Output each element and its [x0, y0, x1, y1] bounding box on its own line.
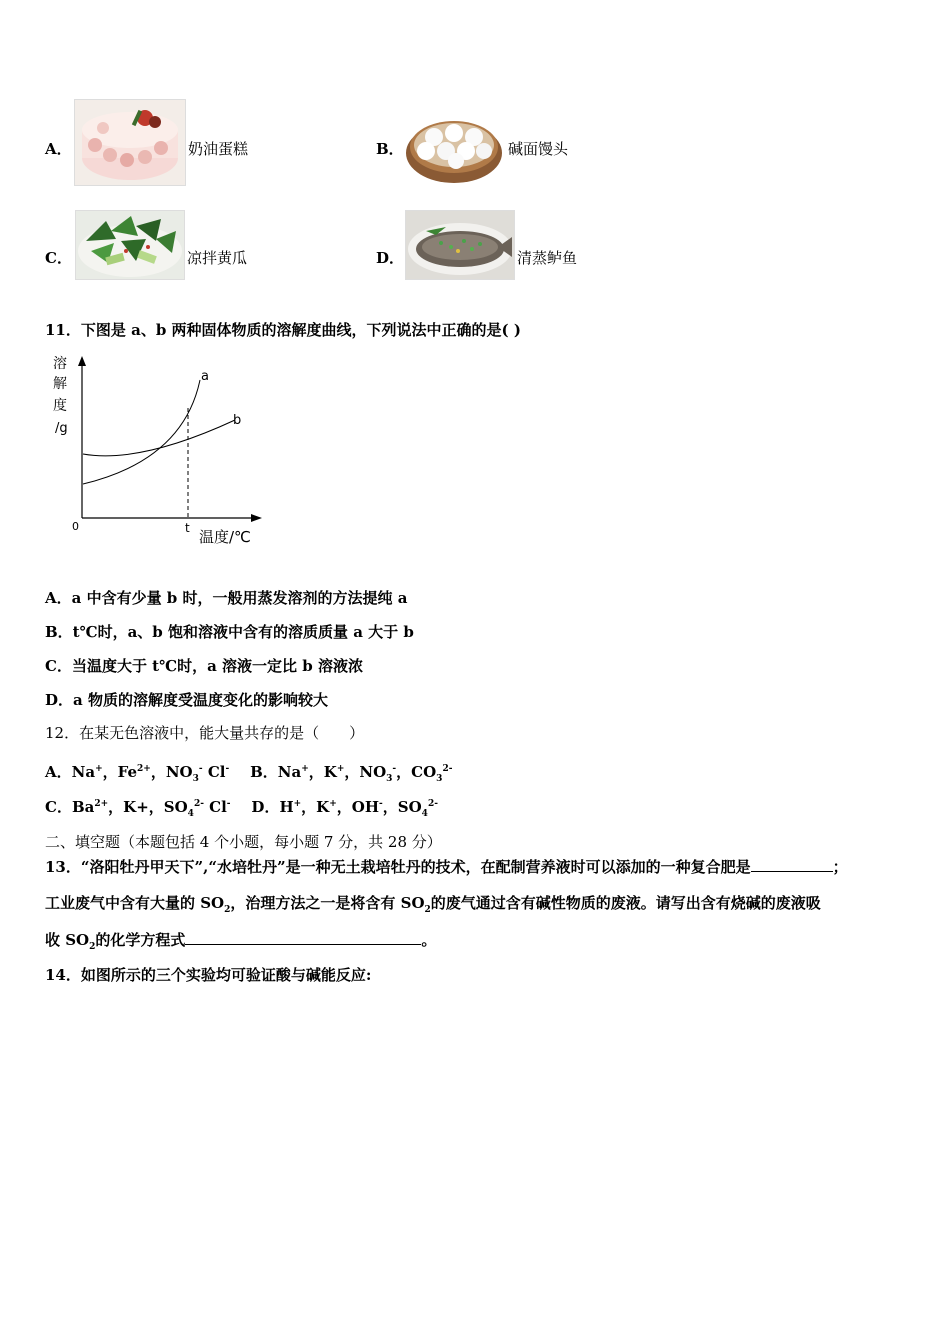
- y-label-char-4: /g: [55, 421, 68, 436]
- option-a-text: 奶油蛋糕: [188, 140, 249, 158]
- origin-label: 0: [72, 520, 79, 533]
- steamed-buns-photo: [404, 115, 504, 185]
- option-d-text: 清蒸鲈鱼: [517, 249, 578, 267]
- curve-b-label: b: [233, 413, 242, 428]
- q11-option-a: A．a 中含有少量 b 时，一般用蒸发溶剂的方法提纯 a: [45, 589, 408, 607]
- cream-cake-photo: [74, 99, 186, 186]
- q11-option-d: D．a 物质的溶解度受温度变化的影响较大: [45, 691, 328, 709]
- x-axis-arrow: [251, 514, 262, 522]
- q12-options-cd: C．$Ba^{2+}$，K+，$SO_4^{2-}$ Cl- D．H+，K+，OH-，$SO_4^{2-}$: [45, 798, 438, 819]
- option-d-letter: D．: [376, 249, 405, 267]
- option-c-text: 凉拌黄瓜: [187, 249, 248, 267]
- section2-title: 二、填空题（本题包括 4 个小题，每小题 7 分，共 28 分）: [45, 833, 442, 851]
- q12-options-ab: A．Na+，$Fe^{2+}$，$NO_3^-$ Cl- B．Na+，K+，$NO_3^-$，$CO_3^{2-}$: [45, 763, 453, 784]
- option-c-letter: C．: [45, 249, 72, 267]
- solubility-chart: [45, 350, 275, 550]
- y-label-char-3: 度: [53, 398, 67, 414]
- q12-stem: 12．在某无色溶液中，能大量共存的是（ ）: [45, 724, 365, 742]
- curve-b: [83, 420, 235, 456]
- y-label-char-2: 解: [53, 376, 67, 392]
- curve-a: [83, 380, 200, 484]
- steamed-fish-photo: [405, 210, 515, 280]
- q14-stem: 14．如图所示的三个实验均可验证酸与碱能反应:: [45, 966, 372, 984]
- x-axis-label: 温度/℃: [199, 528, 251, 546]
- option-b-letter: B．: [376, 140, 404, 158]
- t-label: t: [185, 521, 190, 535]
- y-axis-arrow: [78, 356, 86, 366]
- q13-blank-1: [751, 871, 833, 872]
- q13-line2: 工业废气中含有大量的 $SO_2$，治理方法之一是将含有 $SO_2$的废气通过含有碱性物质的废液。请写出含有烧碱的废液吸: [45, 894, 821, 915]
- q11-option-b: B．t℃时，a、b 饱和溶液中含有的溶质质量 a 大于 b: [45, 623, 414, 641]
- q11-option-c: C．当温度大于 t℃时，a 溶液一定比 b 溶液浓: [45, 657, 363, 675]
- option-a-letter: A．: [45, 140, 72, 158]
- y-label-char-1: 溶: [53, 356, 67, 372]
- q13-line3: 收 $SO_2$的化学方程式 。: [45, 931, 437, 952]
- cucumber-salad-photo: [75, 210, 185, 280]
- q13-line1: 13．“洛阳牡丹甲天下”,“水培牡丹”是一种无土栽培牡丹的技术，在配制营养液时可以添加的一种复合肥是 ；: [45, 858, 848, 876]
- curve-a-label: a: [201, 369, 209, 384]
- q13-blank-2: [185, 944, 421, 945]
- q11-stem: 11．下图是 a、b 两种固体物质的溶解度曲线，下列说法中正确的是( ): [45, 321, 521, 339]
- option-b-text: 碱面馒头: [508, 140, 569, 158]
